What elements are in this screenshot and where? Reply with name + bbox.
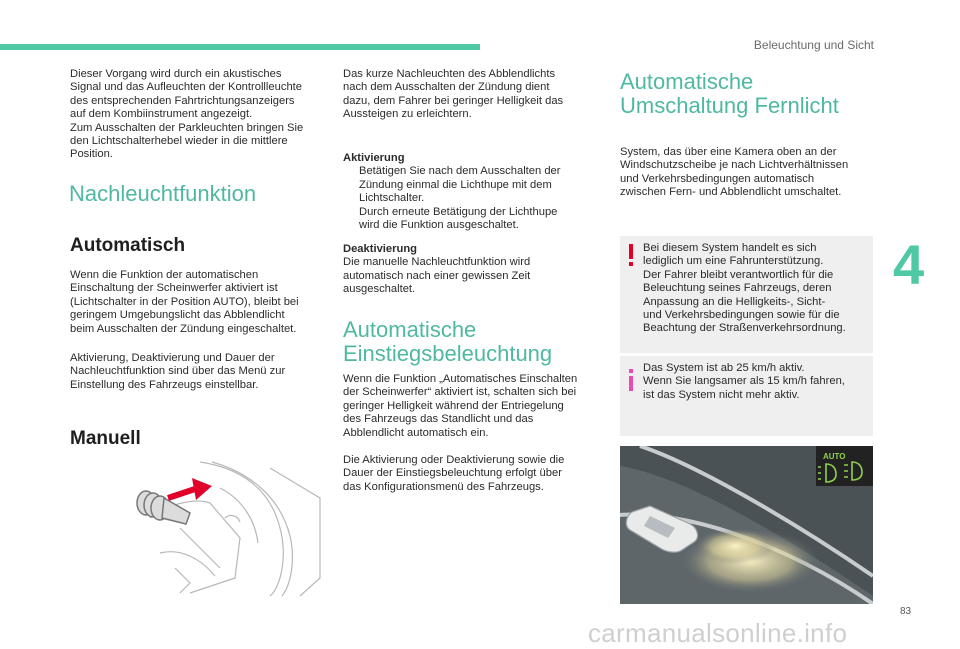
page-number: 83 xyxy=(900,606,912,617)
heading-nachleuchtfunktion: Nachleuchtfunktion xyxy=(69,181,257,206)
info-text: Das System ist ab 25 km/h aktiv. Wenn Sie langsamer als 15 km/h fahren, ist das System nicht mehr aktiv. xyxy=(643,362,845,401)
col1-intro: Dieser Vorgang wird durch ein akustisches Signal und das Aufleuchten der Kontrollleuchte des entsprechenden Fahrtrichtungsanzeigers auf dem Kombiinstrument angezeigt. Zum Ausschalten der Parkleuchten bringen Sie den Lichtschalterhebel wieder in die mittlere Position. xyxy=(70,68,304,161)
deactivation-block: Deaktivierung Die manuelle Nachleuchtfunktion wird automatisch nach einer gewissen Zeit ausgeschaltet. xyxy=(343,243,598,297)
activation-title: Aktivierung xyxy=(343,152,405,164)
auto-indicator-label: AUTO xyxy=(823,452,846,461)
activation-bullet-1: Betätigen Sie nach dem Ausschalten der Zündung einmal die Lichthupe mit dem Lichtschalter. xyxy=(359,165,561,205)
auto-high-beam-illustration xyxy=(620,446,873,604)
arrow-head xyxy=(192,478,212,500)
push-arrow xyxy=(168,488,198,498)
col3-system-paragraph: System, das über eine Kamera oben an der Windschutzscheibe je nach Lichtverhältnissen und Verkehrsbedingungen automatisch zwischen Fern- und Abblendlicht umschaltet. xyxy=(620,146,849,199)
col2-entry-paragraph: Wenn die Funktion „Automatisches Einschalten der Scheinwerfer“ aktiviert ist, schalten sich bei geringer Helligkeit während der Entriegelung des Fahrzeugs das Standlicht und das Abblendlicht automatisch ein. xyxy=(343,373,578,439)
warning-text: Bei diesem System handelt es sich lediglich um eine Fahrunterstützung. Der Fahrer bleibt verantwortlich für die Beleuchtung seines Fahrzeugs, deren Anpassung an die Helligkeits-, Sicht- und Verkehrsbedingungen sowie für die Beachtung der Straßenverkehrsordnung. xyxy=(643,242,846,335)
subheading-manuell: Manuell xyxy=(70,428,141,449)
warning-icon xyxy=(626,244,636,266)
watermark: carmanualsonline.info xyxy=(588,618,848,648)
top-accent-bar xyxy=(0,44,480,50)
subheading-automatisch: Automatisch xyxy=(70,235,186,256)
heading-einstiegsbeleuchtung: Automatische Einstiegsbeleuchtung xyxy=(343,317,553,366)
col2-intro: Das kurze Nachleuchten des Abblendlichts nach dem Ausschalten der Zündung dient dazu, dem Fahrer bei geringer Helligkeit das Aussteigen zu erleichtern. xyxy=(343,68,564,121)
heading-umschaltung-fernlicht: Automatische Umschaltung Fernlicht xyxy=(620,69,839,118)
info-icon xyxy=(626,369,636,391)
col1-settings-paragraph: Aktivierung, Deaktivierung und Dauer der Nachleuchtfunktion sind über das Menü zur Einstellung des Fahrzeugs einstellbar. xyxy=(70,352,286,391)
activation-block xyxy=(343,152,598,232)
deactivation-title: Deaktivierung xyxy=(343,243,417,255)
col2-config-paragraph: Die Aktivierung oder Deaktivierung sowie die Dauer der Einstiegsbeleuchtung erfolgt über das Konfigurationsmenü des Fahrzeugs. xyxy=(343,454,565,493)
light-stalk-illustration xyxy=(120,458,325,598)
activation-bullet-2: Durch erneute Betätigung der Lichthupe wird die Funktion ausgeschaltet. xyxy=(359,205,558,232)
col1-auto-paragraph: Wenn die Funktion der automatischen Einschaltung der Scheinwerfer aktiviert ist (Lichtschalter in der Position AUTO), bleibt bei geringem Umgebungslicht das Abblendlicht beim Ausschalten der Zündung eingeschaltet. xyxy=(70,269,299,335)
chapter-number: 4 xyxy=(893,233,925,296)
section-header: Beleuchtung und Sicht xyxy=(753,38,874,52)
